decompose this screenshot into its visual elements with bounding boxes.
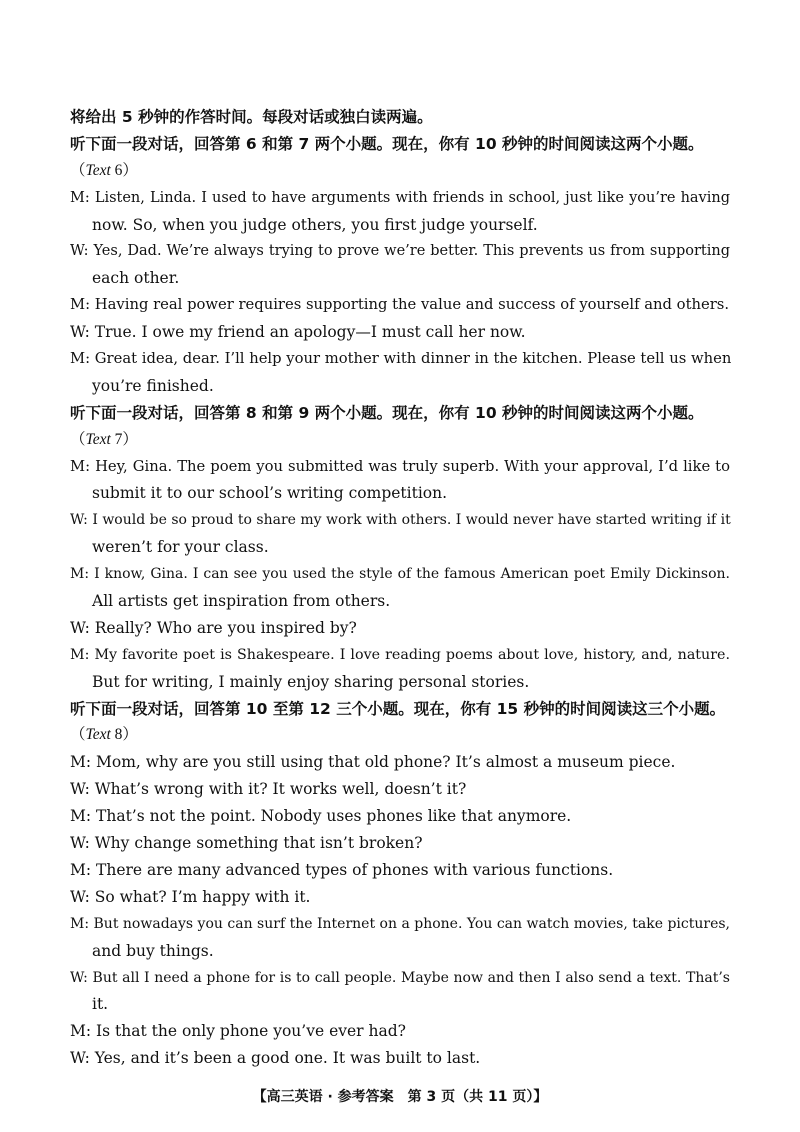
dialogue-text: M: But nowadays you can surf the Internet on a phone. You can watch movies, take pictures, bbox=[70, 915, 730, 932]
dialogue-line bbox=[70, 346, 730, 373]
dialogue-text: W: I would be so proud to share my work with others. I would never have started writing if it bbox=[70, 512, 731, 529]
dialogue-text: But for writing, I mainly enjoy sharing personal stories. bbox=[92, 672, 530, 691]
dialogue-continuation bbox=[70, 669, 730, 696]
dialogue-line bbox=[70, 292, 730, 319]
dialogue-text: and buy things. bbox=[92, 941, 214, 960]
dialogue-text: All artists get inspiration from others. bbox=[92, 592, 391, 611]
text-6-heading bbox=[70, 158, 730, 185]
page-footer bbox=[0, 1086, 800, 1106]
text-label-number: 7 bbox=[110, 430, 123, 448]
paren-close: ） bbox=[122, 161, 138, 179]
dialogue-line bbox=[70, 1045, 730, 1072]
instruction-line bbox=[70, 104, 730, 131]
text-label-number: 8 bbox=[110, 726, 123, 744]
dialogue-text: M: Is that the only phone you’ve ever had? bbox=[70, 1022, 406, 1041]
text-label-word: Text bbox=[85, 726, 111, 744]
dialogue-text: M: My favorite poet is Shakespeare. I love reading poems about love, history, and, nature. bbox=[70, 646, 730, 663]
dialogue-continuation bbox=[70, 480, 730, 507]
dialogue-text: M: Having real power requires supporting the value and success of yourself and others. bbox=[70, 296, 730, 314]
instruction-text: 听下面一段对话，回答第 8 和第 9 两个小题。现在，你有 10 秒钟的时间阅读这两个小题。 bbox=[70, 403, 704, 422]
dialogue-text: M: I know, Gina. I can see you used the style of the famous American poet Emily Dickinson. bbox=[70, 566, 730, 583]
dialogue-text: you’re finished. bbox=[92, 376, 214, 395]
dialogue-line bbox=[70, 965, 730, 992]
paren-close: ） bbox=[122, 726, 138, 744]
dialogue-line bbox=[70, 319, 730, 346]
dialogue-text: now. So, when you judge others, you first judge yourself. bbox=[92, 215, 538, 234]
dialogue-text: submit it to our school’s writing competition. bbox=[92, 484, 448, 503]
dialogue-continuation bbox=[70, 212, 730, 239]
paren-open: （ bbox=[70, 430, 86, 448]
dialogue-line bbox=[70, 884, 730, 911]
dialogue-text: it. bbox=[92, 995, 109, 1014]
footer-text: 【高三英语 · 参考答案 第 3 页（共 11 页）】 bbox=[252, 1089, 548, 1105]
dialogue-line bbox=[70, 561, 730, 588]
dialogue-text: W: Really? Who are you inspired by? bbox=[70, 618, 357, 637]
text-7-heading bbox=[70, 427, 730, 454]
dialogue-continuation bbox=[70, 938, 730, 965]
dialogue-line bbox=[70, 185, 730, 212]
dialogue-continuation bbox=[70, 265, 730, 292]
dialogue-line bbox=[70, 803, 730, 830]
dialogue-text: W: Yes, and it’s been a good one. It was built to last. bbox=[70, 1049, 481, 1068]
dialogue-text: weren’t for your class. bbox=[92, 538, 269, 557]
dialogue-line bbox=[70, 507, 730, 534]
dialogue-line bbox=[70, 1018, 730, 1045]
dialogue-text: M: Mom, why are you still using that old phone? It’s almost a museum piece. bbox=[70, 753, 676, 772]
instruction-line bbox=[70, 696, 730, 723]
dialogue-text: M: That’s not the point. Nobody uses phones like that anymore. bbox=[70, 807, 572, 826]
dialogue-line bbox=[70, 749, 730, 776]
dialogue-continuation bbox=[70, 588, 730, 615]
dialogue-text: M: Listen, Linda. I used to have arguments with friends in school, just like you’re having bbox=[70, 189, 730, 206]
dialogue-continuation bbox=[70, 991, 730, 1018]
dialogue-line bbox=[70, 642, 730, 669]
dialogue-line bbox=[70, 911, 730, 938]
instruction-text: 将给出 5 秒钟的作答时间。每段对话或独白读两遍。 bbox=[70, 108, 433, 126]
dialogue-continuation bbox=[70, 373, 730, 400]
text-label-number: 6 bbox=[110, 161, 123, 179]
text-label-word: Text bbox=[85, 430, 111, 448]
dialogue-line bbox=[70, 857, 730, 884]
instruction-line bbox=[70, 131, 730, 158]
text-8-heading bbox=[70, 722, 730, 749]
transcript-body bbox=[70, 104, 730, 1072]
dialogue-line bbox=[70, 615, 730, 642]
paren-open: （ bbox=[70, 161, 86, 179]
dialogue-text: W: Why change something that isn’t broken? bbox=[70, 834, 423, 853]
dialogue-line bbox=[70, 830, 730, 857]
dialogue-text: W: True. I owe my friend an apology—I must call her now. bbox=[70, 323, 526, 342]
dialogue-text: W: So what? I’m happy with it. bbox=[70, 887, 311, 906]
dialogue-text: M: Hey, Gina. The poem you submitted was truly superb. With your approval, I’d like to bbox=[70, 457, 730, 475]
instruction-text: 听下面一段对话，回答第 6 和第 7 两个小题。现在，你有 10 秒钟的时间阅读这两个小题。 bbox=[70, 134, 704, 153]
instruction-line bbox=[70, 400, 730, 427]
text-label-word: Text bbox=[85, 161, 111, 179]
dialogue-text: W: What’s wrong with it? It works well, doesn’t it? bbox=[70, 780, 467, 799]
dialogue-line bbox=[70, 776, 730, 803]
paren-open: （ bbox=[70, 726, 86, 744]
dialogue-line bbox=[70, 238, 730, 265]
dialogue-line bbox=[70, 454, 730, 481]
dialogue-continuation bbox=[70, 534, 730, 561]
dialogue-text: W: Yes, Dad. We’re always trying to prove we’re better. This prevents us from supporting bbox=[70, 243, 730, 260]
paren-close: ） bbox=[122, 430, 138, 448]
dialogue-text: W: But all I need a phone for is to call people. Maybe now and then I also send a text. That’s bbox=[70, 969, 730, 986]
dialogue-text: each other. bbox=[92, 269, 180, 288]
dialogue-text: M: Great idea, dear. I’ll help your mother with dinner in the kitchen. Please tell us when bbox=[70, 350, 732, 368]
dialogue-text: M: There are many advanced types of phones with various functions. bbox=[70, 860, 614, 879]
instruction-text: 听下面一段对话，回答第 10 至第 12 三个小题。现在，你有 15 秒钟的时间阅读这三个小题。 bbox=[70, 699, 726, 718]
